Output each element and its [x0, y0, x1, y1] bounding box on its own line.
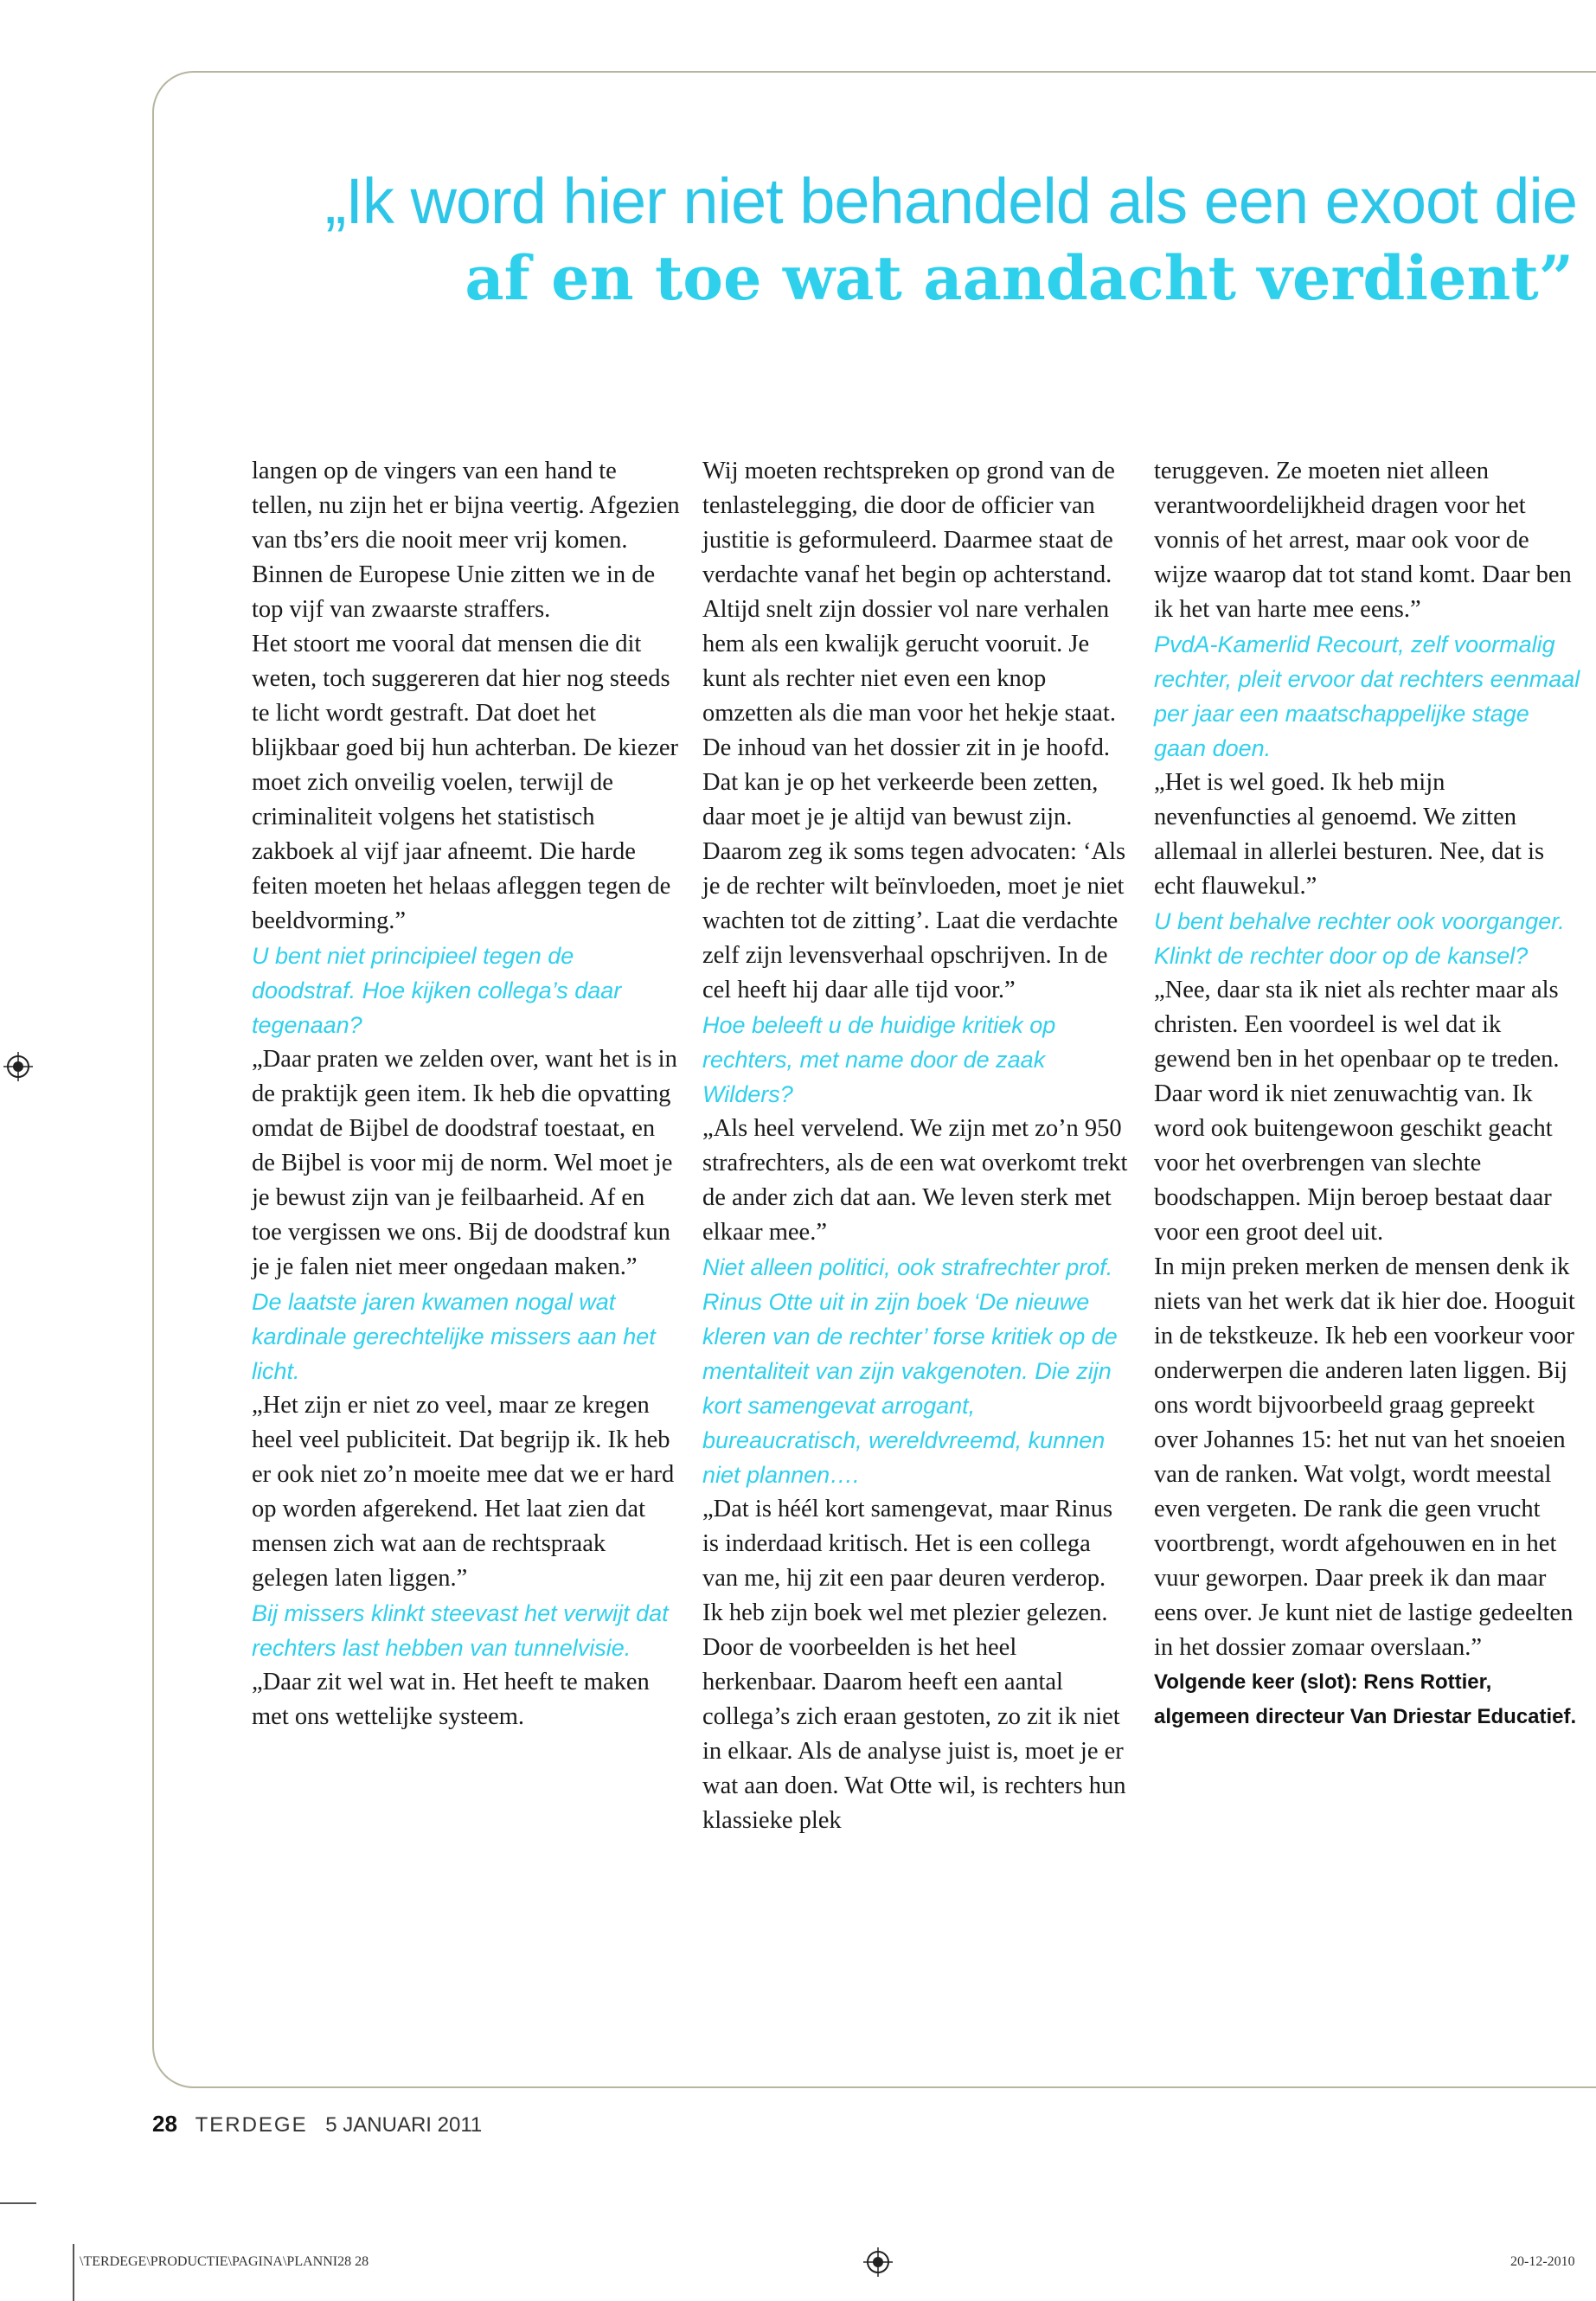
article-column-2: [702, 454, 1131, 1838]
crop-mark: [73, 2244, 74, 2301]
crop-mark: [0, 2202, 36, 2204]
body-paragraph: teruggeven. Ze moeten niet alleen verantwoordelijkheid dragen voor het vonnis of het arrest, maar ook voor de wijze waarop dat tot stand komt. Daar ben ik het van harte mee eens.”: [1154, 458, 1572, 623]
body-paragraph: „Het is wel goed. Ik heb mijn nevenfuncties al genoemd. We zitten allemaal in allerlei besturen. Nee, dat is echt flauwekul.”: [1154, 769, 1545, 900]
interview-question: U bent niet principieel tegen de doodstraf. Hoe kijken collega’s daar tegenaan?: [252, 943, 622, 1038]
interview-question: De laatste jaren kwamen nogal wat kardinale gerechtelijke missers aan het licht.: [252, 1289, 656, 1384]
body-paragraph: In mijn preken merken de mensen denk ik niets van het werk dat ik hier doe. Hooguit in de tekstkeuze. Ik heb een voorkeur voor onderwerpen die anderen laten liggen. Bij ons wordt bijvoorbeeld graag gepreekt over Johannes 15: het nut van het snoeien van de ranken. Wat volgt, wordt meestal even vergeten. De rank die geen vrucht voortbrengt, wordt afgehouwen en in het vuur geworpen. Daar preek ik dan maar eens over. Je kunt niet de lastige gedeelten in het dossier zomaar overslaan.”: [1154, 1253, 1575, 1661]
magazine-name: TERDEGE: [195, 2113, 308, 2137]
article-column-1: [252, 454, 680, 1734]
headline-line-2: af en toe wat aandacht verdient”: [465, 242, 1574, 314]
interview-question: Niet alleen politici, ook strafrechter prof. Rinus Otte uit in zijn boek ‘De nieuwe kleren van de rechter’ forse kritiek op de mentaliteit van zijn vakgenoten. Die zijn kort samengevat arrogant, bureaucratisch, wereldvreemd, kunnen niet plannen….: [702, 1254, 1118, 1488]
issue-date: 5 JANUARI 2011: [325, 2113, 483, 2137]
registration-mark-bottom-icon: [863, 2247, 893, 2277]
body-paragraph: „Als heel vervelend. We zijn met zo’n 950 strafrechters, als de een wat overkomt trekt de ander zich dat aan. We leven sterk met elkaar mee.”: [702, 1115, 1128, 1246]
body-paragraph: Het stoort me vooral dat mensen die dit weten, toch suggereren dat hier nog steeds te licht wordt gestraft. Dat doet het blijkbaar goed bij hun achterban. De kiezer moet zich onveilig voelen, terwijl de criminaliteit volgens het statistisch zakboek al vijf jaar afneemt. Die harde feiten moeten het helaas afleggen tegen de beeldvorming.”: [252, 631, 679, 934]
body-paragraph: Wij moeten rechtspreken op grond van de tenlastelegging, die door de officier van justitie is geformuleerd. Daarmee staat de verdachte vanaf het begin op achterstand. Altijd snelt zijn dossier vol nare verhalen hem als een kwalijk gerucht vooruit. Je kunt als rechter niet even een knop omzetten als die man voor het hekje staat. De inhoud van het dossier zit in je hoofd. Dat kan je op het verkeerde been zetten, daar moet je je altijd van bewust zijn. Daarom zeg ik soms tegen advocaten: ‘Als je de rechter wilt beïnvloeden, moet je niet wachten tot de zitting’. Laat die verdachte zelf zijn levensverhaal opschrijven. In de cel heeft hij daar alle tijd voor.”: [702, 458, 1126, 1003]
body-paragraph: „Dat is héél kort samengevat, maar Rinus is inderdaad kritisch. Het is een collega van me, hij zit een paar deuren verderop. Ik heb zijn boek wel met plezier gelezen. Door de voorbeelden is het heel herkenbaar. Daarom heeft een aantal collega’s zich eraan gestoten, zo zit ik niet in elkaar. Als de analyse juist is, moet je er wat aan doen. Wat Otte wil, is rechters hun klassieke plek: [702, 1496, 1126, 1834]
page-number: 28: [152, 2111, 177, 2137]
interview-question: Bij missers klinkt steevast het verwijt dat rechters last hebben van tunnelvisie.: [252, 1600, 669, 1661]
interview-question: PvdA-Kamerlid Recourt, zelf voormalig rechter, pleit ervoor dat rechters eenmaal per jaar een maatschappelijke stage gaan doen.: [1154, 631, 1580, 761]
interview-question: Hoe beleeft u de huidige kritiek op rechters, met name door de zaak Wilders?: [702, 1012, 1056, 1107]
print-slug-date: 20-12-2010: [1510, 2254, 1575, 2269]
registration-mark-icon: [3, 1052, 33, 1081]
body-paragraph: „Daar zit wel wat in. Het heeft te maken met ons wettelijke systeem.: [252, 1669, 650, 1730]
article-column-3: [1154, 454, 1582, 1734]
print-slug-path: \TERDEGE\PRODUCTIE\PAGINA\PLANNI28 28: [80, 2254, 369, 2269]
body-paragraph: „Daar praten we zelden over, want het is in de praktijk geen item. Ik heb die opvatting omdat de Bijbel de doodstraf toestaat, en de Bijbel is voor mij de norm. Wel moet je je bewust zijn van je feilbaarheid. Af en toe vergissen we ons. Bij de doodstraf kun je je falen niet meer ongedaan maken.”: [252, 1046, 677, 1280]
page-footer: [152, 2111, 482, 2138]
interview-question: U bent behalve rechter ook voorganger. Klinkt de rechter door op de kansel?: [1154, 908, 1565, 969]
next-episode-note: Volgende keer (slot): Rens Rottier, algemeen directeur Van Driestar Educatief.: [1154, 1670, 1577, 1728]
body-paragraph: „Nee, daar sta ik niet als rechter maar als christen. Een voordeel is wel dat ik gewend ben in het openbaar op te treden. Daar word ik niet zenuwachtig van. Ik word ook buitengewoon geschikt geacht voor het overbrengen van slechte boodschappen. Mijn beroep bestaat daar voor een groot deel uit.: [1154, 977, 1560, 1246]
body-paragraph: „Het zijn er niet zo veel, maar ze kregen heel veel publiciteit. Dat begrijp ik. Ik heb er ook niet zo’n moeite mee dat we er hard op worden afgerekend. Het laat zien dat mensen zich wat aan de rechtspraak gelegen laten liggen.”: [252, 1392, 675, 1592]
body-paragraph: langen op de vingers van een hand te tellen, nu zijn het er bijna veertig. Afgezien van tbs’ers die nooit meer vrij komen. Binnen de Europese Unie zitten we in de top vijf van zwaarste straffers.: [252, 458, 680, 623]
headline-line-1: „Ik word hier niet behandeld als een exoot die: [324, 165, 1577, 237]
